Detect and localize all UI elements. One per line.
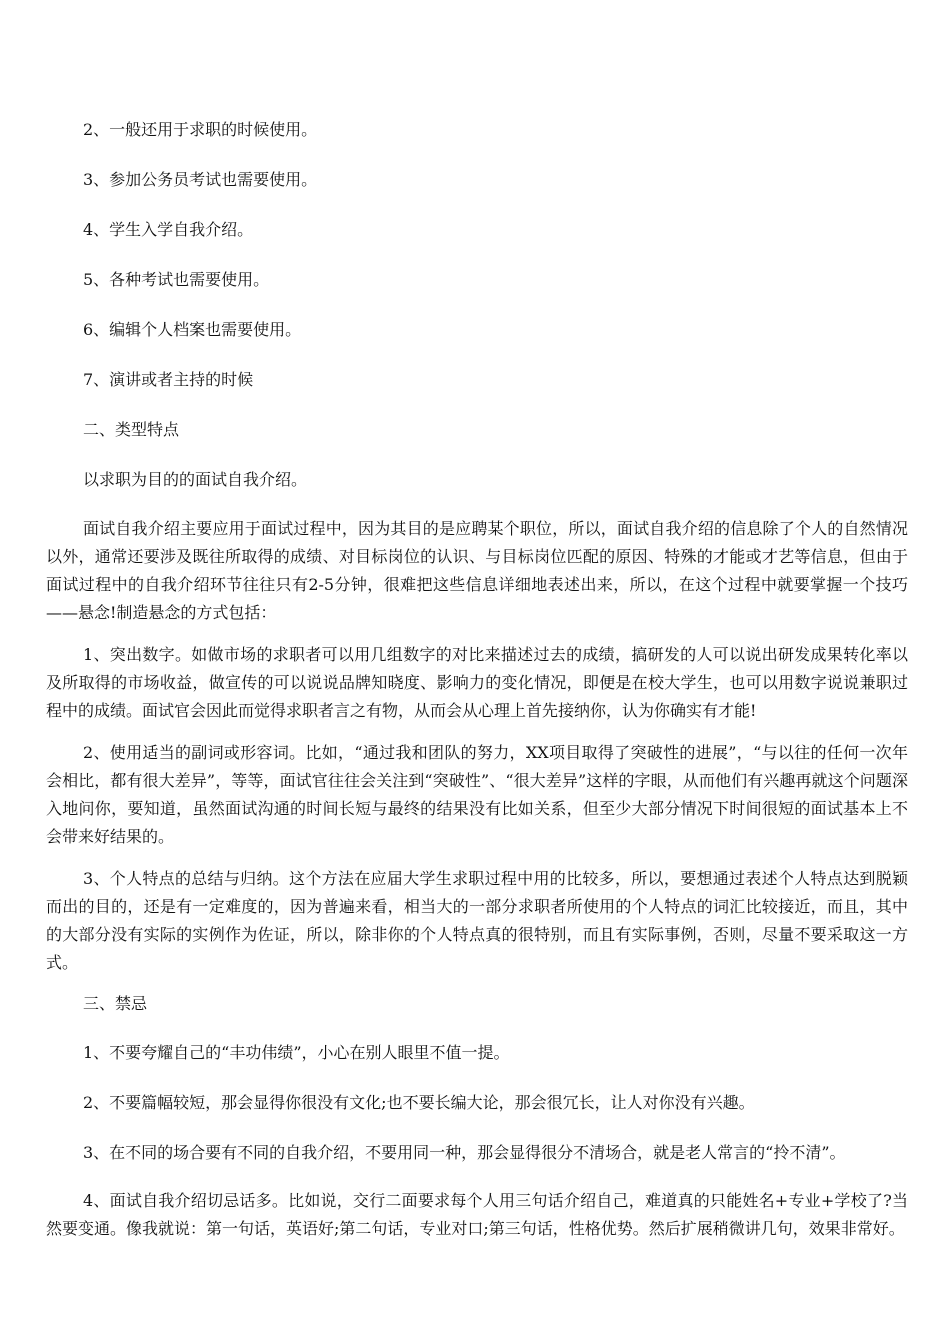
paragraph-interview-main: 面试自我介绍主要应用于面试过程中，因为其目的是应聘某个职位，所以，面试自我介绍的信息除了个人的自然情况以外，通常还要涉及既往所取得的成绩、对目标岗位的认识、与目标岗位匹配的原因、特殊的才能或才艺等信息，但由于面试过程中的自我介绍环节往往只有2-5分钟，很难把这些信息详细地表述出来，所以，在这个过程中就要掌握一个技巧——悬念!制造悬念的方式包括： [46, 519, 908, 622]
paragraph-taboo-4: 4、面试自我介绍切忌话多。比如说，交行二面要求每个人用三句话介绍自己，难道真的只能姓名+专业+学校了?当然要变通。像我就说：第一句话，英语好;第二句话，专业对口;第三句话，性格优势。然后扩展稍微讲几句，效果非常好。 [46, 1191, 908, 1238]
paragraph-tip-adjectives: 2、使用适当的副词或形容词。比如，“通过我和团队的努力，XX项目取得了突破性的进展”，“与以往的任何一次年会相比，都有很大差异”，等等，面试官往往会关注到“突破性”、“很大差异”这样的字眼，从而他们有兴趣再就这个问题深入地问你，要知道，虽然面试沟通的时间长短与最终的结果没有比如关系，但至少大部分情况下时间很短的面试基本上不会带来好结果的。 [46, 743, 908, 846]
section-heading-types: 二、类型特点 [83, 420, 180, 439]
paragraph-usage-5: 5、各种考试也需要使用。 [83, 270, 270, 289]
paragraph-usage-2: 2、一般还用于求职的时候使用。 [83, 120, 318, 139]
paragraph-usage-7: 7、演讲或者主持的时候 [83, 370, 254, 389]
paragraph-tip-numbers: 1、突出数字。如做市场的求职者可以用几组数字的对比来描述过去的成绩，搞研发的人可以说出研发成果转化率以及所取得的市场收益，做宣传的可以说说品牌知晓度、影响力的变化情况，即便是在校大学生，也可以用数字说说兼职过程中的成绩。面试官会因此而觉得求职者言之有物，从而会从心理上首先接纳你，认为你确实有才能! [46, 645, 908, 720]
paragraph-usage-6: 6、编辑个人档案也需要使用。 [83, 320, 302, 339]
paragraph-taboo-1: 1、不要夸耀自己的“丰功伟绩”，小心在别人眼里不值一提。 [83, 1043, 510, 1062]
paragraph-usage-4: 4、学生入学自我介绍。 [83, 220, 254, 239]
paragraph-taboo-3: 3、在不同的场合要有不同的自我介绍，不要用同一种，那会显得很分不清场合，就是老人常言的“拎不清”。 [83, 1143, 846, 1162]
paragraph-taboo-2: 2、不要篇幅较短，那会显得你很没有文化;也不要长编大论，那会很冗长，让人对你没有兴趣。 [83, 1093, 755, 1112]
paragraph-tip-traits: 3、个人特点的总结与归纳。这个方法在应届大学生求职过程中用的比较多，所以，要想通过表述个人特点达到脱颖而出的目的，还是有一定难度的，因为普遍来看，相当大的一部分求职者所使用的个人特点的词汇比较接近，而且，其中的大部分没有实际的实例作为佐证，所以，除非你的个人特点真的很特别，而且有实际事例，否则，尽量不要采取这一方式。 [46, 869, 908, 972]
paragraph-usage-3: 3、参加公务员考试也需要使用。 [83, 170, 318, 189]
paragraph-interview-intro: 以求职为目的的面试自我介绍。 [83, 470, 308, 489]
section-heading-taboos: 三、禁忌 [83, 994, 148, 1013]
